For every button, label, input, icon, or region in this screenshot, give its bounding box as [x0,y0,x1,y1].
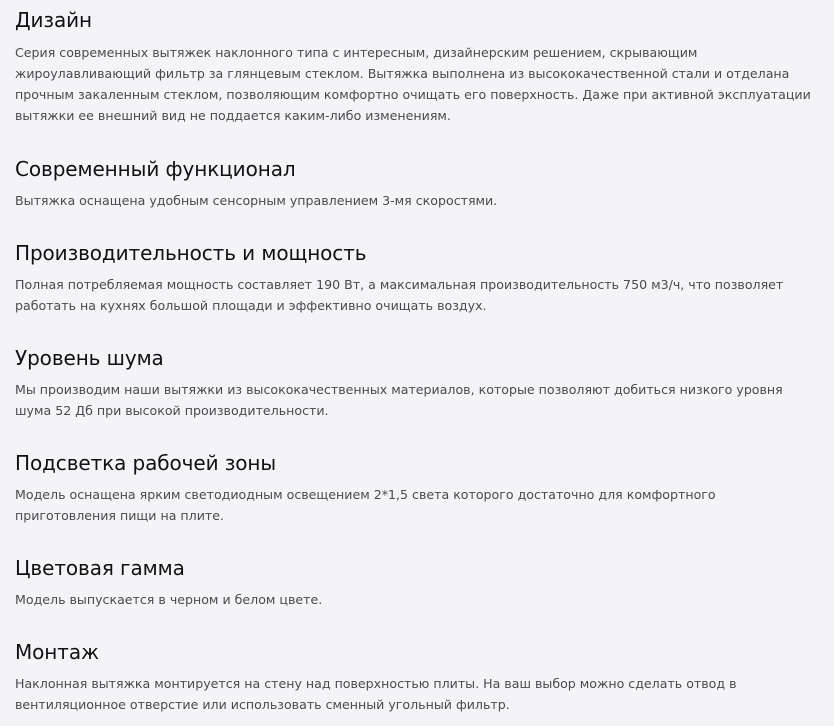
section-performance [15,241,820,316]
section-heading: Цветовая гамма [15,556,185,580]
section-heading: Уровень шума [15,346,164,370]
section-installation [15,640,820,715]
section-heading: Монтаж [15,640,99,664]
section-design [15,0,820,126]
section-text: Полная потребляемая мощность составляет 190 Вт, а максимальная производительность 750 м3/ч, что позволяет работать на кухнях большой площади и эффективно очищать воздух. [15,277,784,313]
section-colors [15,556,820,610]
section-text: Серия современных вытяжек наклонного типа с интересным, дизайнерским решением, скрывающим жироулавливающий фильтр за глянцевым стеклом. Вытяжка выполнена из высококачественной стали и отделана прочным закаленным стеклом, позволяющим комфортно очищать его поверхность. Даже при активной эксплуатации вытяжки ее внешний вид не поддается каким-либо изменениям. [15,45,811,123]
section-heading: Современный функционал [15,157,296,181]
section-heading: Подсветка рабочей зоны [15,451,277,475]
section-heading: Производительность и мощность [15,241,367,265]
section-heading: Дизайн [15,8,92,32]
section-noise-level [15,346,820,421]
section-text: Мы производим наши вытяжки из высококачественных материалов, которые позволяют добиться низкого уровня шума 52 Дб при высокой производительности. [15,382,783,418]
section-text: Модель выпускается в черном и белом цвете. [15,592,323,607]
section-functionality [15,157,820,211]
section-lighting [15,451,820,526]
section-text: Модель оснащена ярким светодиодным освещением 2*1,5 света которого достаточно для комфортного приготовления пищи на плите. [15,487,716,523]
section-text: Наклонная вытяжка монтируется на стену над поверхностью плиты. На ваш выбор можно сделать отвод в вентиляционное отверстие или использовать сменный угольный фильтр. [15,676,737,712]
section-text: Вытяжка оснащена удобным сенсорным управлением 3-мя скоростями. [15,193,498,208]
